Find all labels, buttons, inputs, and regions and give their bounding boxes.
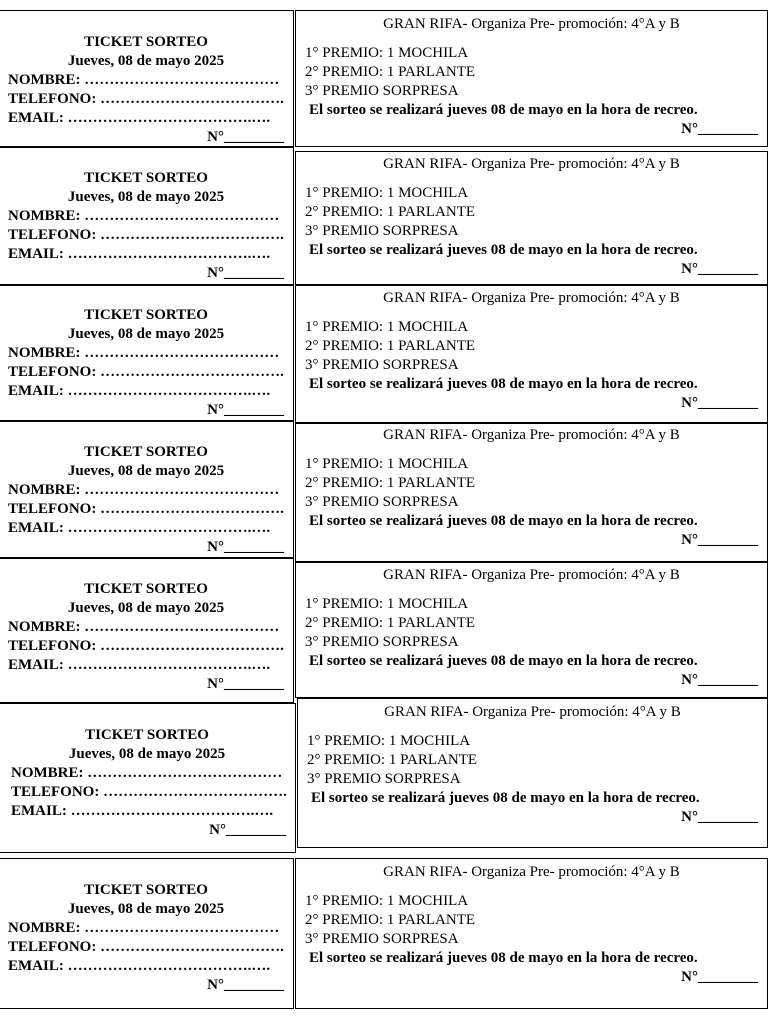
stub-number: N°________ <box>207 676 284 692</box>
stub-telefono: TELEFONO: ………………………………. <box>8 364 284 380</box>
stub-telefono: TELEFONO: ………………………………. <box>8 638 284 654</box>
raffle-ticket-4 <box>295 423 768 562</box>
draw-note: El sorteo se realizará jueves 08 de mayo en la hora de recreo. <box>309 242 698 258</box>
prize-3: 3° PREMIO SORPRESA <box>305 83 459 99</box>
ticket-header: GRAN RIFA- Organiza Pre- promoción: 4°A y B <box>383 290 680 306</box>
ticket-number: N°________ <box>681 809 758 825</box>
ticket-header: GRAN RIFA- Organiza Pre- promoción: 4°A y B <box>384 704 681 720</box>
stub-ticket-6 <box>0 703 296 853</box>
prize-1: 1° PREMIO: 1 MOCHILA <box>307 733 471 749</box>
draw-note: El sorteo se realizará jueves 08 de mayo en la hora de recreo. <box>309 950 698 966</box>
raffle-ticket-3 <box>295 285 768 423</box>
stub-ticket-4 <box>0 421 294 558</box>
stub-ticket-2 <box>0 147 294 285</box>
stub-number: N°________ <box>207 129 284 145</box>
stub-number: N°________ <box>207 265 284 281</box>
prize-3: 3° PREMIO SORPRESA <box>305 931 459 947</box>
stub-nombre: NOMBRE: ………………………………… <box>8 72 280 88</box>
ticket-header: GRAN RIFA- Organiza Pre- promoción: 4°A y B <box>383 567 680 583</box>
prize-1: 1° PREMIO: 1 MOCHILA <box>305 45 469 61</box>
stub-number: N°________ <box>207 539 284 555</box>
prize-3: 3° PREMIO SORPRESA <box>305 223 459 239</box>
stub-date: Jueves, 08 de mayo 2025 <box>67 189 225 205</box>
stub-nombre: NOMBRE: ………………………………… <box>8 208 280 224</box>
raffle-ticket-1 <box>295 10 768 147</box>
stub-nombre: NOMBRE: ………………………………… <box>11 765 283 781</box>
stub-nombre: NOMBRE: ………………………………… <box>8 482 280 498</box>
ticket-header: GRAN RIFA- Organiza Pre- promoción: 4°A y B <box>383 427 680 443</box>
draw-note: El sorteo se realizará jueves 08 de mayo en la hora de recreo. <box>311 790 700 806</box>
stub-title: TICKET SORTEO <box>84 581 208 597</box>
ticket-number: N°________ <box>681 121 758 137</box>
prize-2: 2° PREMIO: 1 PARLANTE <box>305 64 476 80</box>
prize-2: 2° PREMIO: 1 PARLANTE <box>305 204 476 220</box>
stub-nombre: NOMBRE: ………………………………… <box>8 345 280 361</box>
stub-title: TICKET SORTEO <box>84 170 208 186</box>
stub-ticket-3 <box>0 285 294 421</box>
stub-email: EMAIL: ……………………………….…. <box>8 657 271 673</box>
raffle-ticket-6 <box>297 698 768 848</box>
stub-date: Jueves, 08 de mayo 2025 <box>67 600 225 616</box>
stub-telefono: TELEFONO: ………………………………. <box>11 784 287 800</box>
ticket-header: GRAN RIFA- Organiza Pre- promoción: 4°A y B <box>383 156 680 172</box>
draw-note: El sorteo se realizará jueves 08 de mayo en la hora de recreo. <box>309 102 698 118</box>
stub-date: Jueves, 08 de mayo 2025 <box>68 746 226 762</box>
ticket-number: N°________ <box>681 261 758 277</box>
prize-1: 1° PREMIO: 1 MOCHILA <box>305 456 469 472</box>
stub-nombre: NOMBRE: ………………………………… <box>8 920 280 936</box>
prize-3: 3° PREMIO SORPRESA <box>305 494 459 510</box>
stub-ticket-1 <box>0 10 294 147</box>
stub-telefono: TELEFONO: ………………………………. <box>8 939 284 955</box>
stub-email: EMAIL: ……………………………….…. <box>11 803 274 819</box>
stub-telefono: TELEFONO: ………………………………. <box>8 227 284 243</box>
ticket-number: N°________ <box>681 395 758 411</box>
raffle-ticket-5 <box>295 562 768 698</box>
stub-telefono: TELEFONO: ………………………………. <box>8 501 284 517</box>
ticket-number: N°________ <box>681 969 758 985</box>
prize-2: 2° PREMIO: 1 PARLANTE <box>305 615 476 631</box>
stub-title: TICKET SORTEO <box>84 34 208 50</box>
stub-date: Jueves, 08 de mayo 2025 <box>67 53 225 69</box>
stub-email: EMAIL: ……………………………….…. <box>8 110 271 126</box>
prize-2: 2° PREMIO: 1 PARLANTE <box>305 912 476 928</box>
draw-note: El sorteo se realizará jueves 08 de mayo en la hora de recreo. <box>309 653 698 669</box>
prize-1: 1° PREMIO: 1 MOCHILA <box>305 596 469 612</box>
prize-3: 3° PREMIO SORPRESA <box>305 357 459 373</box>
stub-number: N°________ <box>207 977 284 993</box>
stub-title: TICKET SORTEO <box>85 727 209 743</box>
stub-date: Jueves, 08 de mayo 2025 <box>67 901 225 917</box>
stub-ticket-7 <box>0 858 294 1009</box>
raffle-ticket-2 <box>295 151 768 285</box>
ticket-header: GRAN RIFA- Organiza Pre- promoción: 4°A y B <box>383 864 680 880</box>
stub-title: TICKET SORTEO <box>84 307 208 323</box>
prize-1: 1° PREMIO: 1 MOCHILA <box>305 319 469 335</box>
stub-email: EMAIL: ……………………………….…. <box>8 383 271 399</box>
draw-note: El sorteo se realizará jueves 08 de mayo en la hora de recreo. <box>309 513 698 529</box>
ticket-number: N°________ <box>681 532 758 548</box>
prize-1: 1° PREMIO: 1 MOCHILA <box>305 185 469 201</box>
raffle-ticket-7 <box>295 858 768 1009</box>
stub-nombre: NOMBRE: ………………………………… <box>8 619 280 635</box>
prize-2: 2° PREMIO: 1 PARLANTE <box>305 475 476 491</box>
ticket-header: GRAN RIFA- Organiza Pre- promoción: 4°A y B <box>383 16 680 32</box>
stub-title: TICKET SORTEO <box>84 882 208 898</box>
prize-2: 2° PREMIO: 1 PARLANTE <box>305 338 476 354</box>
draw-note: El sorteo se realizará jueves 08 de mayo en la hora de recreo. <box>309 376 698 392</box>
prize-2: 2° PREMIO: 1 PARLANTE <box>307 752 478 768</box>
prize-3: 3° PREMIO SORPRESA <box>305 634 459 650</box>
stub-title: TICKET SORTEO <box>84 444 208 460</box>
prize-1: 1° PREMIO: 1 MOCHILA <box>305 893 469 909</box>
stub-ticket-5 <box>0 558 294 703</box>
stub-telefono: TELEFONO: ………………………………. <box>8 91 284 107</box>
stub-email: EMAIL: ……………………………….…. <box>8 246 271 262</box>
prize-3: 3° PREMIO SORPRESA <box>307 771 461 787</box>
stub-date: Jueves, 08 de mayo 2025 <box>67 326 225 342</box>
stub-number: N°________ <box>209 822 286 838</box>
stub-date: Jueves, 08 de mayo 2025 <box>67 463 225 479</box>
ticket-number: N°________ <box>681 672 758 688</box>
stub-email: EMAIL: ……………………………….…. <box>8 958 271 974</box>
stub-number: N°________ <box>207 402 284 418</box>
stub-email: EMAIL: ……………………………….…. <box>8 520 271 536</box>
